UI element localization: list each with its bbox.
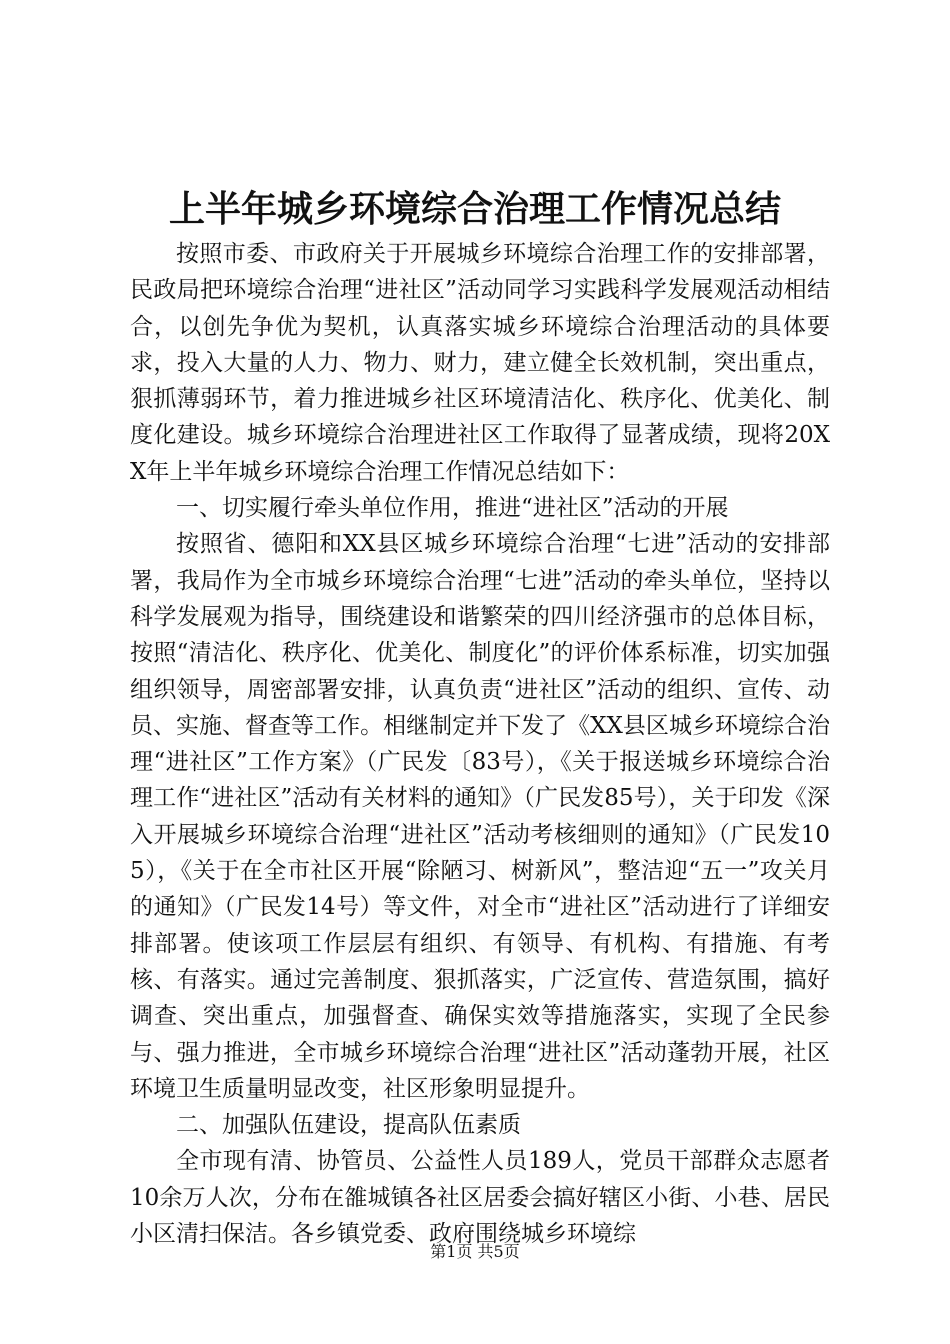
document-title: 上半年城乡环境综合治理工作情况总结 [168, 189, 781, 230]
document-body [130, 236, 830, 1252]
section-heading-1: 一、切实履行牵头单位作用，推进“进社区”活动的开展 [176, 495, 729, 522]
intro-paragraph: 按照市委、市政府关于开展城乡环境综合治理工作的安排部署，民政局把环境综合治理“进社区”活动同学习实践科学发展观活动相结合，以创先争优为契机，认真落实城乡环境综合治理活动的具体要求，投入大量的人力、物力、财力，建立健全长效机制，突出重点，狠抓薄弱环节，着力推进城乡社区环境清洁化、秩序化、优美化、制度化建设。城乡环境综合治理进社区工作取得了显著成绩，现将20XX年上半年城乡环境综合治理工作情况总结如下： [130, 241, 830, 485]
section-1-paragraph: 按照省、德阳和XX县区城乡环境综合治理“七进”活动的安排部署，我局作为全市城乡环境综合治理“七进”活动的牵头单位，坚持以科学发展观为指导，围绕建设和谐繁荣的四川经济强市的总体目标，按照“清洁化、秩序化、优美化、制度化”的评价体系标准，切实加强组织领导，周密部署安排，认真负责“进社区”活动的组织、宣传、动员、实施、督查等工作。相继制定并下发了《XX县区城乡环境综合治理“进社区”工作方案》（广民发〔83号），《关于报送城乡环境综合治理工作“进社区”活动有关材料的通知》（广民发85号），关于印发《深入开展城乡环境综合治理“进社区”活动考核细则的通知》（广民发105），《关于在全市社区开展“除陋习、树新风”，整洁迎“五一”攻关月的通知》（广民发14号）等文件，对全市“进社区”活动进行了详细安排部署。使该项工作层层有组织、有领导、有机构、有措施、有考核、有落实。通过完善制度、狠抓落实，广泛宣传、营造氛围，搞好调查、突出重点，加强督查、确保实效等措施落实，实现了全民参与、强力推进，全市城乡环境综合治理“进社区”活动蓬勃开展，社区环境卫生质量明显改变，社区形象明显提升。 [130, 531, 830, 1102]
section-2-paragraph: 全市现有清、协管员、公益性人员189人，党员干部群众志愿者10余万人次，分布在雒城镇各社区居委会搞好辖区小街、小巷、居民小区清扫保洁。各乡镇党委、政府围绕城乡环境综 [130, 1148, 830, 1248]
page-footer: 第1页 共5页 [430, 1242, 520, 1261]
section-heading-2: 二、加强队伍建设，提高队伍素质 [176, 1112, 521, 1139]
